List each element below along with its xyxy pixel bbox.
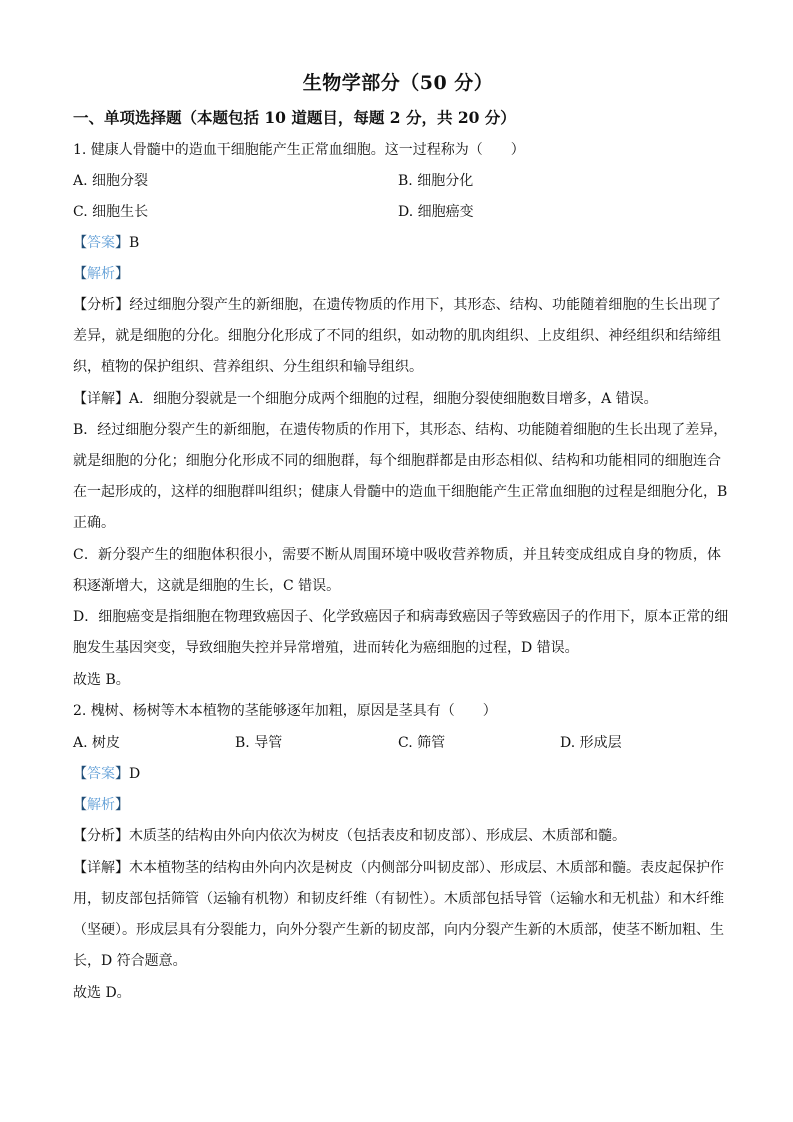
q2-xiangjie-line: 长，D 符合题意。 <box>73 953 187 969</box>
q1-xiangjie-line: C．新分裂产生的细胞体积很小，需要不断从周围环境中吸收营养物质，并且转变成组成自身的物质，体 <box>73 547 721 563</box>
q2-analysis-label: 【解析】 <box>73 797 129 813</box>
q1-answer: 【答案】B <box>73 235 140 251</box>
q2-xiangjie-line: （坚硬）。形成层具有分裂能力，向外分裂产生新的韧皮部，向内分裂产生新的木质部，使茎不断加粗、生 <box>73 922 724 938</box>
q1-conclusion: 故选 B。 <box>73 672 130 688</box>
q2-stem: 2. 槐树、杨树等木本植物的茎能够逐年加粗，原因是茎具有（ ） <box>73 703 497 719</box>
q2-option-d: D. 形成层 <box>560 735 622 751</box>
q1-stem: 1. 健康人骨髓中的造血干细胞能产生正常血细胞。这一过程称为（ ） <box>73 142 525 158</box>
q1-fenxi-line: 【分析】经过细胞分裂产生的新细胞，在遗传物质的作用下，其形态、结构、功能随着细胞的生长出现了 <box>73 297 721 313</box>
q1-xiangjie-line: 正确。 <box>73 515 115 531</box>
answer-label: 答案 <box>87 235 115 251</box>
q1-option-c: C. 细胞生长 <box>73 204 149 220</box>
q2-xiangjie-line: 用，韧皮部包括筛管（运输有机物）和韧皮纤维（有韧性）。木质部包括导管（运输水和无机盐）和木纤维 <box>73 891 724 907</box>
answer-label: 答案 <box>87 766 115 782</box>
q1-analysis-label: 【解析】 <box>73 266 129 282</box>
q1-xiangjie-line: 积逐渐增大，这就是细胞的生长，C 错误。 <box>73 578 341 594</box>
q1-fenxi-line: 差异，就是细胞的分化。细胞分化形成了不同的组织，如动物的肌肉组织、上皮组织、神经组织和结缔组 <box>73 328 721 344</box>
q1-option-d: D. 细胞癌变 <box>398 204 474 220</box>
answer-value: B <box>129 235 140 251</box>
q1-xiangjie-line: B．经过细胞分裂产生的新细胞，在遗传物质的作用下，其形态、结构、功能随着细胞的生长出现了差异， <box>73 422 728 438</box>
q2-option-a: A. 树皮 <box>73 735 121 751</box>
q2-xiangjie-line: 【详解】木本植物茎的结构由外向内次是树皮（内侧部分叫韧皮部）、形成层、木质部和髓。表皮起保护作 <box>73 860 724 876</box>
q2-answer: 【答案】D <box>73 766 141 782</box>
q2-conclusion: 故选 D。 <box>73 985 131 1001</box>
q2-fenxi-line: 【分析】木质茎的结构由外向内依次为树皮（包括表皮和韧皮部）、形成层、木质部和髓。 <box>73 828 626 844</box>
q2-option-c: C. 筛管 <box>398 735 446 751</box>
q1-xiangjie-line: 就是细胞的分化；细胞分化形成不同的细胞群，每个细胞群都是由形态相似、结构和功能相同的细胞连合 <box>73 453 721 469</box>
q1-xiangjie-line: 【详解】A．细胞分裂就是一个细胞分成两个细胞的过程，细胞分裂使细胞数目增多，A 错误。 <box>73 391 658 407</box>
q1-option-b: B. 细胞分化 <box>398 173 474 189</box>
page-title: 生物学部分（50 分） <box>302 72 494 94</box>
q1-fenxi-line: 织，植物的保护组织、营养组织、分生组织和输导组织。 <box>73 359 423 375</box>
q1-option-a: A. 细胞分裂 <box>73 173 149 189</box>
q1-xiangjie-line: 在一起形成的，这样的细胞群叫组织；健康人骨髓中的造血干细胞能产生正常血细胞的过程是细胞分化，B <box>73 484 728 500</box>
q1-xiangjie-line: 胞发生基因突变，导致细胞失控并异常增殖，进而转化为癌细胞的过程，D 错误。 <box>73 640 579 656</box>
q1-xiangjie-line: D．细胞癌变是指细胞在物理致癌因子、化学致癌因子和病毒致癌因子等致癌因子的作用下，原本正常的细 <box>73 609 729 625</box>
q2-option-b: B. 导管 <box>235 735 283 751</box>
answer-value: D <box>129 766 141 782</box>
section-heading: 一、单项选择题（本题包括 10 道题目，每题 2 分，共 20 分） <box>73 108 516 127</box>
